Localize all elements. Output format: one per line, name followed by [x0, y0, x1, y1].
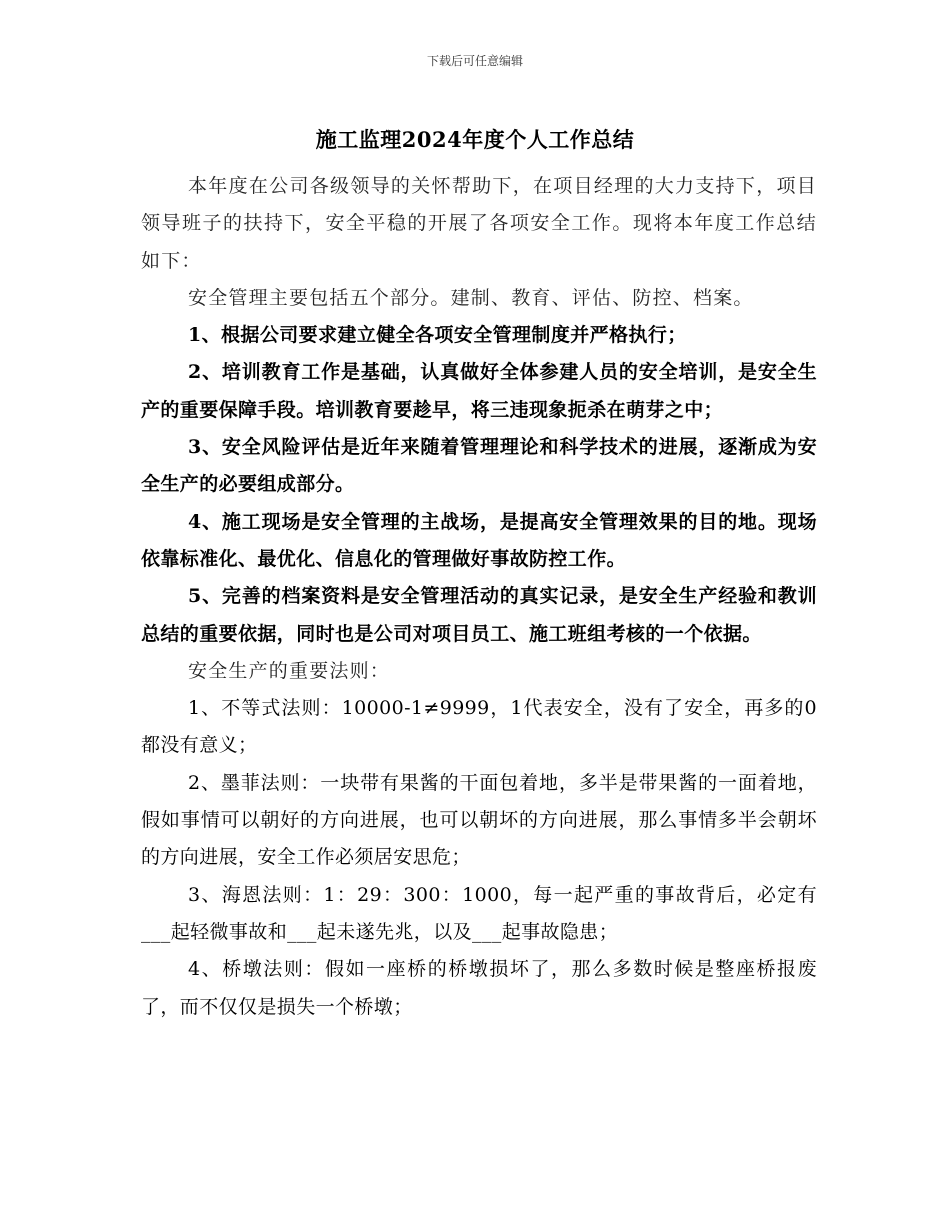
management-item-3: 3、安全风险评估是近年来随着管理理论和科学技术的进展，逐渐成为安全生产的必要组成部分。: [141, 436, 817, 496]
safety-rule-4: 4、桥墩法则：假如一座桥的桥墩损坏了，那么多数时候是整座桥报废了，而不仅仅是损失一个桥墩；: [141, 958, 817, 1018]
page-header-note: 下载后可任意编辑: [426, 54, 523, 68]
management-item-1: 1、根据公司要求建立健全各项安全管理制度并严格执行；: [188, 324, 687, 347]
safety-rule-1: 1、不等式法则：10000-1≠9999，1代表安全，没有了安全，再多的0都没有意义；: [141, 697, 817, 757]
document-body: [141, 168, 817, 1026]
intro-paragraph: 本年度在公司各级领导的关怀帮助下，在项目经理的大力支持下，项目领导班子的扶持下，安全平稳的开展了各项安全工作。现将本年度工作总结如下：: [141, 175, 817, 272]
safety-rule-3: 3、海恩法则：1：29：300：1000，每一起严重的事故背后，必定有___起轻微事故和___起未遂先兆，以及___起事故隐患；: [141, 883, 817, 943]
management-item-4: 4、施工现场是安全管理的主战场，是提高安全管理效果的目的地。现场依靠标准化、最优化、信息化的管理做好事故防控工作。: [141, 510, 817, 570]
safety-rules-heading: 安全生产的重要法则：: [188, 659, 391, 682]
safety-rule-2: 2、墨菲法则：一块带有果酱的干面包着地，多半是带果酱的一面着地，假如事情可以朝好的方向进展，也可以朝坏的方向进展，那么事情多半会朝坏的方向进展，安全工作必须居安思危；: [141, 771, 817, 869]
management-item-2: 2、培训教育工作是基础，认真做好全体参建人员的安全培训，是安全生产的重要保障手段。培训教育要趁早，将三违现象扼杀在萌芽之中；: [141, 361, 817, 421]
document-title: 施工监理2024年度个人工作总结: [315, 127, 635, 152]
safety-management-summary: 安全管理主要包括五个部分。建制、教育、评估、防控、档案。: [188, 286, 754, 309]
management-item-5: 5、完善的档案资料是安全管理活动的真实记录，是安全生产经验和教训总结的重要依据，同时也是公司对项目员工、施工班组考核的一个依据。: [141, 585, 817, 645]
